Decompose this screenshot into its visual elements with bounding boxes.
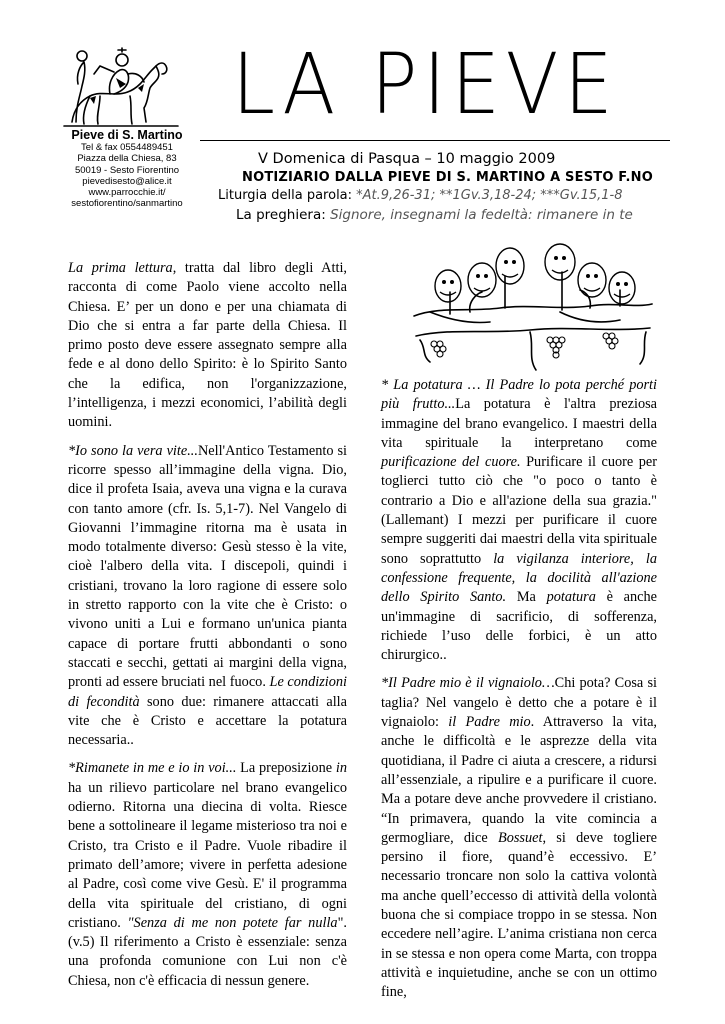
- vine-faces-illustration: [410, 236, 656, 374]
- paragraph-text: Ma: [506, 589, 547, 606]
- paragraph-text: La preposizione: [236, 760, 336, 777]
- paragraph-text: sono due: rimanere attaccati alla vite che è Cristo e accettare la potatura necessaria..: [68, 693, 347, 749]
- parish-website[interactable]: www.parrocchie.it/: [88, 187, 166, 199]
- paragraph-text: Chi pota? Cosa si taglia? Nel vangelo è detto che a potare è il vignaiolo:: [381, 675, 657, 731]
- left-column: [68, 259, 347, 1000]
- prayer-label: La preghiera:: [236, 207, 326, 223]
- paragraph-quote: "Senza di me non potete far nulla: [127, 914, 338, 931]
- newsletter-subtitle: NOTIZIARIO DALLA PIEVE DI S. MARTINO A SESTO F.NO: [242, 170, 653, 185]
- paragraph-first-reading: [68, 259, 347, 433]
- liturgy-label: Liturgia della parola:: [218, 188, 353, 203]
- paragraph-lead: * La potatura … Il Padre lo pota perché porti più frutto...: [381, 377, 657, 413]
- paragraph-text: , tratta dal libro degli Atti, racconta di come Paolo viene accolto nella Chiesa. E’ per un dono e per una chiamata di Dio che si entra a far parte della Chiesa. Il primo posto deve essere assegnato sempre alla fede e al dono dello Spirito: è lo Spirito Santo che la edifica, non l'organizzazione, l’intelligenza, i mezzi economici, l’abilità degli uomini.: [68, 260, 348, 431]
- parish-address: Piazza della Chiesa, 83: [77, 153, 177, 165]
- paragraph-emphasis: in: [335, 760, 347, 777]
- parish-website-path[interactable]: sestofiorentino/sanmartino: [71, 198, 183, 210]
- paragraph-lead: La prima lettura: [68, 260, 173, 276]
- paragraph-lead: *Io sono la vera vite...: [68, 442, 198, 459]
- parish-city: 50019 - Sesto Fiorentino: [74, 164, 180, 176]
- masthead-title: LA PIEVE: [232, 35, 619, 133]
- saint-martin-logo: [60, 44, 182, 130]
- parish-email[interactable]: pievedisesto@alice.it: [82, 175, 172, 187]
- liturgy-line: [218, 188, 623, 203]
- paragraph-emphasis: purificazione del cuore.: [381, 454, 521, 471]
- paragraph-lead: *Rimanete in me e io in voi...: [68, 760, 237, 777]
- liturgy-refs: *At.9,26-31; **1Gv.3,18-24; ***Gv.15,1-8: [352, 188, 623, 203]
- paragraph-text: , si deve togliere persino il fiore, quand’è eccessivo. E’ necessario troncare non solo la cattiva volontà ma anche quell’eccesso di attività della volontà buona che si compiace troppo in se stessa. Non eccedere nell’agire. L’anima cristiana non cerca in se stessa e non opera come Marta, con troppa attività e inquietudine, anche se con un ottimo fine,: [381, 829, 657, 1001]
- paragraph-text: ha un rilievo particolare nel brano evangelico odierno. Ritorna una diecina di volta. Riesce bene a sottolineare il legame misterioso tra noi e Cristo, tra Cristo e il Padre. Vuole ribadire il primato dell’amore; vivere in perfetta adesione al Padre, così come vive Gesù. E' il programma della vita spirituale del cristiano, di ogni cristiano.: [68, 779, 347, 931]
- parish-phone: Tel & fax 0554489451: [81, 142, 173, 153]
- paragraph-lead: *Il Padre mio è il vignaiolo…: [381, 675, 555, 692]
- paragraph-remain-in-me: [68, 759, 347, 991]
- paragraph-text: è anche un'immagine di sacrificio, di sofferenza, richiede l’uso delle forbici, è un atto chirurgico..: [381, 589, 657, 664]
- paragraph-pruning: [381, 376, 657, 665]
- paragraph-text: . Attraverso la vita, anche le difficoltà e le asprezze della vita quotidiana, il Padre ci aiuta a crescere, a ridursi all’essenziale, a ripulire e a purificare il cuore. Ma a potare deve anche provvedere il cristiano. “In primavera, quando la vite comincia a germogliare, dice: [381, 714, 658, 846]
- prayer-line: [236, 207, 633, 223]
- prayer-text: Signore, insegnami la fedeltà: rimanere in te: [325, 207, 633, 223]
- paragraph-text: ".(v.5) Il riferimento a Cristo è essenziale: senza una profonda comunione con Lui non c'è Chiesa, non c'è efficacia di nessun genere.: [68, 914, 347, 989]
- parish-name: Pieve di S. Martino: [71, 128, 183, 142]
- paragraph-text: Purificare il cuore per toglierci tutto ciò che "o poco o tanto è contrario a Dio e all'azione della sua grazia."(Lallemant) I mezzi per purificare il cuore sempre suggeriti dai maestri della vita spirituale sono soprattutto: [381, 454, 657, 567]
- paragraph-emphasis: la vigilanza interiore, la confessione frequente, la docilità all'azione dello Spirito Santo.: [381, 550, 657, 606]
- parish-info: [52, 128, 202, 210]
- right-column: [381, 376, 657, 1012]
- paragraph-emphasis: potatura: [546, 589, 596, 606]
- paragraph-text: La potatura è l'altra preziosa immagine del brano evangelico. I maestri della vita spirituale la interpretano come: [381, 396, 658, 451]
- paragraph-text: Nell'Antico Testamento si ricorre spesso all’immagine della vigna. Dio, dice il profeta Isaia, aveva una vigna e la curava con tanto amore (cfr. Is. 5,1-7). Nel Vangelo di Giovanni l’immagine ritorna ma è usata in modo totalmente diverso: Gesù stesso è la vite, cioè l'albero della vita. I discepoli, quindi i cristiani, trovano la loro ragione di essere solo in stretto rapporto con la vite che è Cristo: o vivono uniti a Lui e formano un'unica pianta capace di portare frutti abbondanti o sono staccati e secchi, gettati ai margini della vigna, pronti ad essere bruciati nel fuoco.: [68, 442, 348, 691]
- paragraph-true-vine: [68, 442, 347, 751]
- paragraph-emphasis: il Padre mio: [448, 714, 531, 731]
- header-rule: [200, 140, 670, 141]
- paragraph-vinedresser: [381, 674, 657, 1002]
- date-line: V Domenica di Pasqua – 10 maggio 2009: [258, 151, 556, 167]
- paragraph-emphasis: Bossuet: [497, 829, 543, 846]
- paragraph-emphasis: Le condizioni di fecondità: [68, 674, 347, 710]
